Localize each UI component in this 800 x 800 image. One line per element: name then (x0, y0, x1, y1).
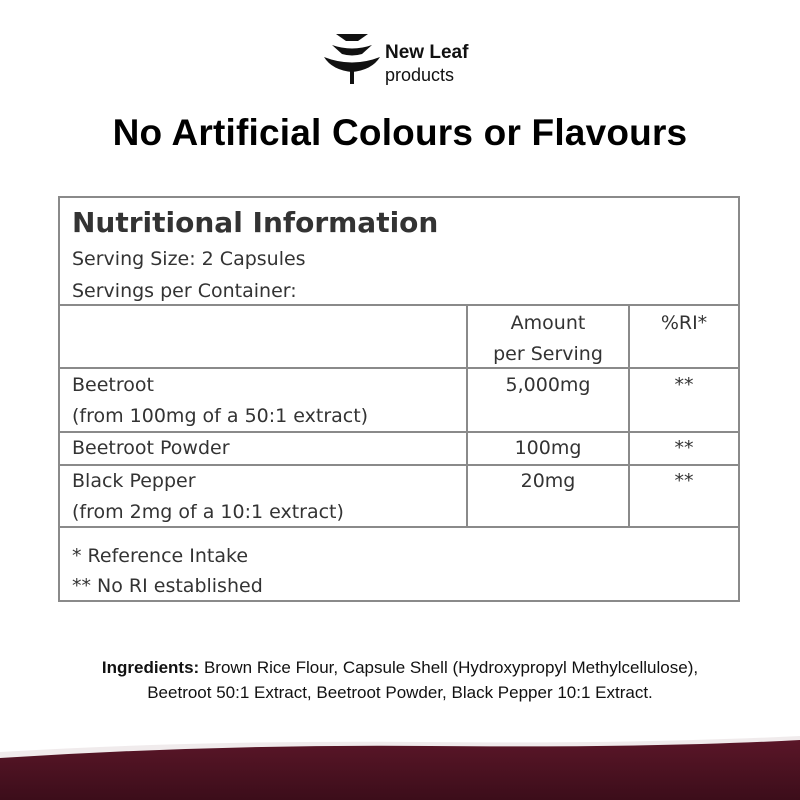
nutrition-panel (58, 196, 740, 602)
tiered-leaf-tree-icon (322, 32, 382, 92)
amount-header: Amount per Serving (493, 312, 603, 365)
servings-per-container: Servings per Container: (72, 280, 297, 302)
ri-header: %RI* (660, 312, 708, 334)
brand-name: New Leaf (385, 42, 469, 63)
table-row-ri: ** (674, 470, 694, 492)
serving-size: Serving Size: 2 Capsules (72, 248, 306, 270)
table-row-ri: ** (674, 437, 694, 459)
ingredients (0, 655, 800, 705)
table-row-amount: 20mg (520, 470, 576, 492)
footnote: * Reference Intake (72, 545, 249, 567)
brand-logo (322, 32, 482, 92)
table-divider (60, 367, 738, 369)
bottom-wave (0, 700, 800, 800)
table-row-name: Beetroot Powder (72, 437, 230, 459)
nutrition-title: Nutritional Information (72, 206, 439, 239)
table-row-name: Beetroot (from 100mg of a 50:1 extract) (72, 374, 369, 427)
footnote: ** No RI established (72, 575, 263, 597)
table-row-name: Black Pepper (from 2mg of a 10:1 extract) (72, 470, 344, 523)
table-row-ri: ** (674, 374, 694, 396)
table-row-amount: 5,000mg (505, 374, 591, 396)
table-divider (60, 304, 738, 306)
headline: No Artificial Colours or Flavours (112, 112, 688, 153)
ingredients-line: Ingredients: Brown Rice Flour, Capsule Shell (Hydroxypropyl Methylcellulose), (101, 658, 699, 677)
ingredients-line: Beetroot 50:1 Extract, Beetroot Powder, Black Pepper 10:1 Extract. (147, 683, 653, 702)
brand-subtitle: products (385, 65, 455, 85)
footnotes (72, 541, 263, 601)
ingredients-label: Ingredients: (101, 658, 200, 677)
table-row-amount: 100mg (514, 437, 582, 459)
